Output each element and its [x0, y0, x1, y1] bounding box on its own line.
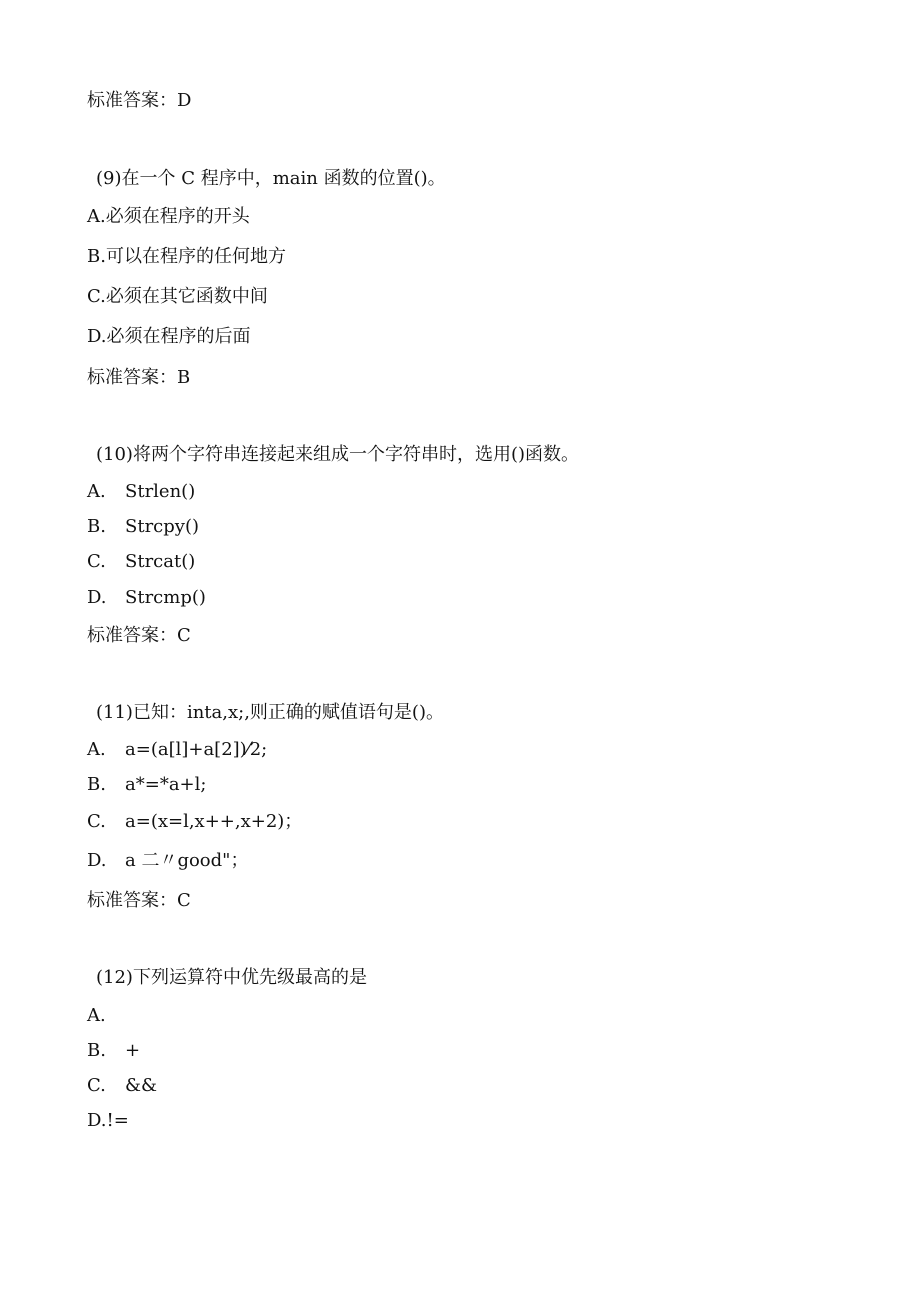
question-10-option-d: D. Strcmp() [87, 587, 206, 608]
question-10-answer: 标准答案：C [87, 625, 191, 646]
question-10-option-b: B. Strcpy() [87, 516, 199, 537]
question-11-option-b: B. a*=*a+l; [87, 774, 207, 795]
question-11-answer: 标准答案：C [87, 890, 191, 911]
question-9-option-c: C.必须在其它函数中间 [87, 286, 268, 307]
question-10-stem: (10)将两个字符串连接起来组成一个字符串时，选用()函数。 [96, 444, 579, 465]
question-9-option-d: D.必须在程序的后面 [87, 326, 251, 347]
question-11-option-a: A. a=(a[l]+a[2])⁄2; [87, 739, 268, 760]
question-10-option-a: A. Strlen() [87, 481, 196, 502]
question-11-option-c: C. a=(x=l,x++,x+2)； [87, 811, 303, 832]
top-answer: 标准答案：D [87, 90, 192, 111]
question-9-option-b: B.可以在程序的任何地方 [87, 246, 286, 267]
question-12-option-c: C. && [87, 1075, 158, 1096]
question-12-option-d: D.!= [87, 1110, 129, 1131]
question-12-option-b: B. + [87, 1040, 141, 1061]
question-12-stem: (12)下列运算符中优先级最高的是 [96, 967, 367, 988]
question-9-answer: 标准答案：B [87, 367, 191, 388]
question-11-stem: (11)已知：inta,x;,则正确的赋值语句是()。 [96, 702, 444, 723]
question-12-option-a: A. [87, 1005, 106, 1026]
question-9-stem: (9)在一个 C 程序中，main 函数的位置()。 [96, 168, 446, 189]
question-10-option-c: C. Strcat() [87, 551, 196, 572]
question-11-option-d: D. a 二〃good"； [87, 850, 249, 871]
question-9-option-a: A.必须在程序的开头 [87, 206, 250, 227]
